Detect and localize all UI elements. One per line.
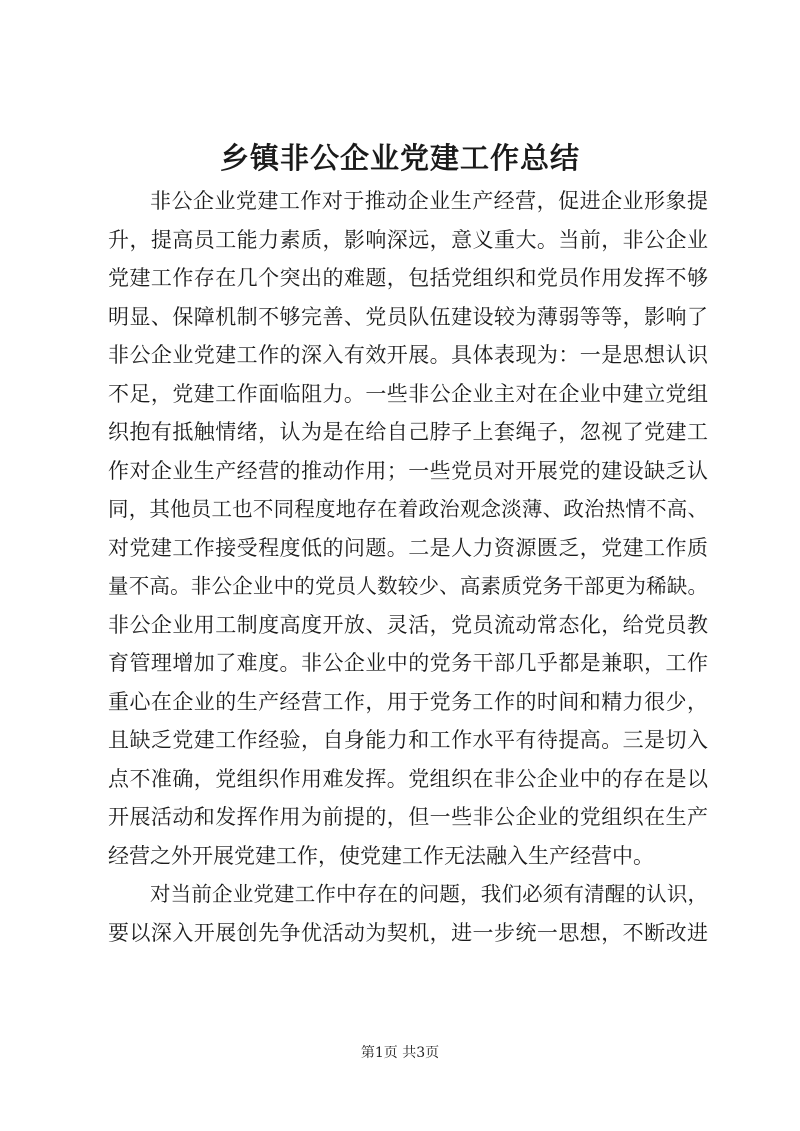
text-line: 同，其他员工也不同程度地存在着政治观念淡薄、政治热情不高、	[108, 497, 708, 521]
text-line: 经营之外开展党建工作，使党建工作无法融入生产经营中。	[108, 843, 654, 868]
text-line: 明显、保障机制不够完善、党员队伍建设较为薄弱等等，影响了	[108, 304, 708, 329]
text-line: 且缺乏党建工作经验，自身能力和工作水平有待提高。三是切入	[108, 728, 708, 752]
text-line: 对党建工作接受程度低的问题。二是人力资源匮乏，党建工作质	[108, 535, 708, 560]
text-line: 要以深入开展创先争优活动为契机，进一步统一思想，不断改进	[108, 920, 708, 945]
document-body	[108, 182, 708, 952]
text-line: 作对企业生产经营的推动作用；一些党员对开展党的建设缺乏认	[108, 458, 708, 483]
text-line: 非公企业用工制度高度开放、灵活，党员流动常态化，给党员教	[108, 612, 708, 637]
text-line: 开展活动和发挥作用为前提的，但一些非公企业的党组织在生产	[108, 805, 708, 829]
paragraph-1	[108, 182, 708, 875]
text-line: 对当前企业党建工作中存在的问题，我们必须有清醒的认识，	[150, 882, 708, 906]
text-line: 重心在企业的生产经营工作，用于党务工作的时间和精力很少，	[108, 689, 708, 714]
document-title: 乡镇非公企业党建工作总结	[219, 141, 580, 175]
text-line: 不足，党建工作面临阻力。一些非公企业主对在企业中建立党组	[108, 381, 708, 406]
text-line: 织抱有抵触情绪，认为是在给自己脖子上套绳子，忽视了党建工	[108, 420, 708, 444]
paragraph-2	[108, 875, 708, 952]
text-line: 升，提高员工能力素质，影响深远，意义重大。当前，非公企业	[108, 227, 708, 252]
text-line: 点不准确，党组织作用难发挥。党组织在非公企业中的存在是以	[108, 766, 708, 791]
text-line: 非公企业党建工作对于推动企业生产经营，促进企业形象提	[150, 189, 708, 213]
text-line: 量不高。非公企业中的党员人数较少、高素质党务干部更为稀缺。	[108, 574, 708, 598]
page-footer: 第1页 共3页	[360, 1045, 440, 1061]
text-line: 党建工作存在几个突出的难题，包括党组织和党员作用发挥不够	[108, 266, 708, 290]
text-line: 育管理增加了难度。非公企业中的党务干部几乎都是兼职，工作	[108, 651, 708, 675]
text-line: 非公企业党建工作的深入有效开展。具体表现为：一是思想认识	[108, 343, 708, 367]
